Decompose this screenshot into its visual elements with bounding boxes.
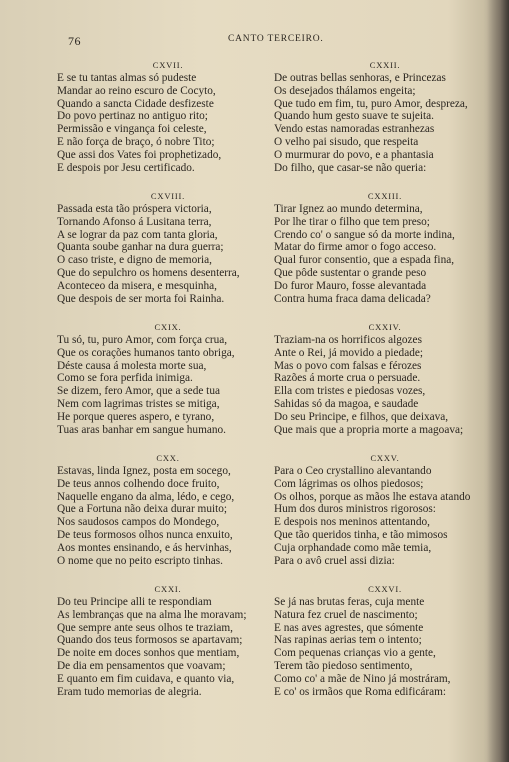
verse-line: O nome que no peito escripto tinhas. [57,554,223,567]
verse-line: Que assi dos Vates foi prophetizado, [57,148,222,161]
verse-line: Nos saudosos campos do Mondego, [57,516,220,529]
verse-line: Do furor Mauro, fosse alevantada [274,279,427,292]
verse-line: Estavas, linda Ignez, posta em socego, [57,465,231,477]
verse-line: E não força de braço, ó nobre Tito; [57,135,215,148]
verse-line: De noite em doces sonhos que mentiam, [57,647,240,660]
verse-line: Que do sepulchro os homens desenterra, [57,266,240,279]
verse-line: Quanta soube ganhar na dura guerra; [57,241,224,254]
verse-line: Se dizem, fero Amor, que a sede tua [57,385,220,398]
verse-line: De teus annos colhendo doce fruito, [57,477,220,490]
verse-line: Matar do firme amor o fogo acceso. [274,241,437,254]
stanza-number: CXVII. [152,60,184,70]
verse-line: Quando a sancta Cidade desfizeste [57,97,214,110]
verse-line: Crendo co' o sangue só da morte indina, [274,228,455,241]
verse-line: Nas rapinas aerias tem o intento; [274,634,422,647]
verse-line: De teus formosos olhos nunca enxuito, [57,528,233,541]
verse-line: E quanto em fim cuidava, e quanto via, [57,672,235,685]
stanza [274,582,496,713]
verse-line: Mandar ao reino escuro de Cocyto, [57,84,216,97]
verse-line: Razões á morte crua o persuade. [274,372,421,385]
verse-line: Naquelle engano da alma, lédo, e cego, [57,490,235,503]
verse-line: E se tu tantas almas só pudeste [57,72,197,84]
verse-line: Do teu Principe alli te respondiam [57,596,212,608]
verse-line: Que despois de ser morta foi Rainha. [57,292,225,305]
verse-line: Sahidas só da magoa, e saudade [274,397,419,410]
verse-line: E despois nos meninos attentando, [274,516,430,529]
verse-line: Eram tudo memorias de alegria. [57,685,202,698]
verse-line: Tu só, tu, puro Amor, com força crua, [57,334,228,346]
stanza [57,189,279,320]
verse-line: Por lhe tirar o filho que tem preso; [274,215,430,228]
verse-line: As lembranças que na alma lhe moravam; [57,608,247,621]
stanza-number: CXXIII. [367,191,403,201]
verse-line: Se já nas brutas feras, cuja mente [274,596,425,608]
verse-line: Quando hum gesto suave te sujeita. [274,110,435,123]
stanza-number: CXXV. [370,453,400,463]
verse-line: Aconteceo da misera, e mesquinha, [57,279,217,292]
verse-line: Que mais que a propria morte a magoava; [274,423,464,436]
verse-line: Hum dos duros ministros rigorosos: [274,503,436,516]
stanza-number: CXXII. [369,60,401,70]
verse-line: Ante o Rei, já movido a piedade; [274,346,424,359]
verse-line: Tirar Ignez ao mundo determina, [274,203,423,215]
running-title: CANTO TERCEIRO. [228,34,324,44]
verse-line: E nas aves agrestes, que sómente [274,621,424,634]
verse-line: Traziam-na os horrificos algozes [274,334,422,346]
verse-line: Os desejados thálamos engeita; [274,84,416,97]
verse-line: Aos montes ensinando, e ás hervinhas, [57,541,232,554]
verse-line: Terem tão piedoso sentimento, [274,659,413,672]
stanza [57,451,279,582]
verse-line: Nem com lagrimas tristes se mitiga, [57,397,220,410]
verse-line: Natura fez cruel de nascimento; [274,608,418,621]
verse-line: A se lograr da paz com tanta gloria, [57,228,218,241]
left-column [57,58,279,713]
verse-line: Contra huma fraca dama delicada? [274,292,431,305]
stanza-number: CXVIII. [150,191,186,201]
verse-line: Passada esta tão próspera victoria, [57,203,212,215]
stanza [274,320,496,451]
verse-line: Quando dos teus formosos se apartavam; [57,634,243,647]
verse-line: E despois por Jesu certificado. [57,161,195,174]
verse-line: E co' os irmãos que Roma edificáram: [274,685,447,698]
verse-line: O murmurar do povo, e a phantasia [274,148,434,161]
verse-line: Como se fora perfida inimiga. [57,372,193,385]
verse-line: De outras bellas senhoras, e Princezas [274,72,446,84]
stanza-number: CXXI. [154,584,182,594]
verse-line: Os olhos, porque as mãos lhe estava atando [274,490,471,503]
stanza-number: CXXVI. [368,584,402,594]
stanza-number: CXIX. [154,322,182,332]
verse-line: Que os corações humanos tanto obriga, [57,346,235,359]
verse-line: Com lágrimas os olhos piedosos; [274,477,424,490]
stanza [57,58,279,189]
verse-line: Vendo estas namoradas estranhezas [274,123,435,136]
verse-line: Com pequenas crianças vio a gente, [274,647,436,660]
verse-line: Que tão queridos tinha, e tão mimosos [274,528,448,541]
stanza [274,451,496,582]
stanza [57,320,279,451]
verse-line: Do povo pertinaz no antiguo rito; [57,110,208,123]
verse-line: Ella com tristes e piedosas vozes, [274,385,426,398]
stanza-number: CXXIV. [368,322,402,332]
verse-line: Para o Ceo crystallino alevantando [274,465,432,477]
verse-line: Que pôde sustentar o grande peso [274,266,427,279]
verse-line: Como co' a mãe de Nino já mostráram, [274,672,451,685]
verse-line: De dia em pensamentos que voavam; [57,659,226,672]
verse-line: O caso triste, e digno de memoria, [57,254,212,267]
verse-line: Para o avô cruel assi dizia: [274,554,395,567]
verse-line: Do filho, que casar-se não queria: [274,161,427,174]
page-number: 76 [68,34,81,48]
stanza [57,582,279,713]
stanza [274,189,496,320]
verse-line: Tornando Afonso á Lusitana terra, [57,215,212,228]
verse-line: Mas o povo com falsas e férozes [274,359,422,372]
verse-line: Cuja orphandade como mãe temia, [274,541,432,554]
page-header [68,34,488,48]
verse-line: Do seu Principe, e filhos, que deixava, [274,410,449,423]
verse-line: Que tudo em fim, tu, puro Amor, despreza, [274,97,468,110]
right-column [274,58,496,713]
stanza-number: CXX. [156,453,180,463]
verse-line: Qual furor consentio, que a espada fina, [274,254,455,267]
verse-line: Déste causa á molesta morte sua, [57,359,207,372]
stanza [274,58,496,189]
verse-line: He porque queres aspero, e tyrano, [57,410,215,423]
verse-line: Que sempre ante seus olhos te traziam, [57,621,233,634]
verse-line: Que a Fortuna não deixa durar muito; [57,503,228,516]
verse-line: O velho pai sisudo, que respeita [274,135,419,148]
verse-line: Permissão e vingança foi celeste, [57,123,207,136]
verse-line: Tuas aras banhar em sangue humano. [57,423,226,436]
